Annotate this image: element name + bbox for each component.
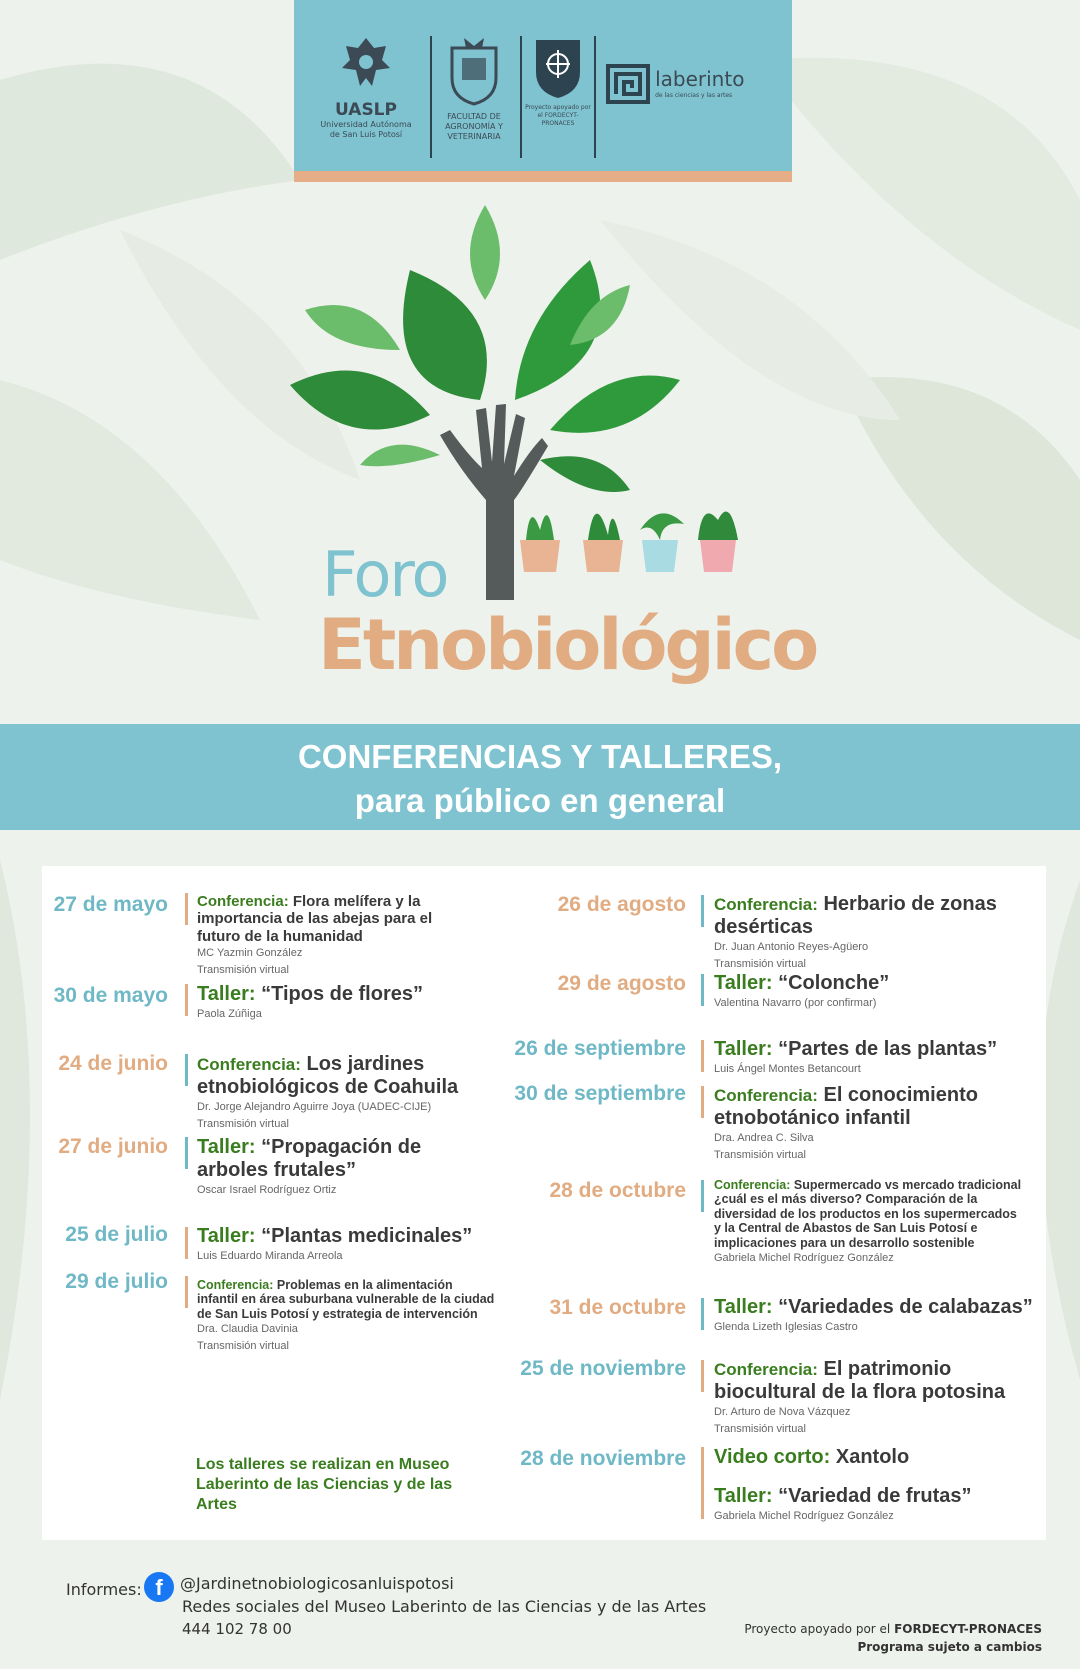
banner-line-1: CONFERENCIAS Y TALLERES,	[297, 738, 783, 775]
event-date: 28 de noviembre	[520, 1447, 686, 1470]
info-label: Informes:	[66, 1580, 142, 1599]
event-item: Taller: “Variedades de calabazas” Glenda Lizeth Iglesias Castro	[714, 1296, 1033, 1333]
event-date: 28 de octubre	[549, 1179, 686, 1202]
event-item: Conferencia: Herbario de zonas desérticas Dr. Juan Antonio Reyes-Agüero Transmisión virtual	[714, 893, 997, 970]
event-item: Conferencia: Problemas en la alimentación infantil en área suburbana vulnerable de la ciudad de San Luis Potosí y estrategia de intervención Dra. Claudia Davinia Transmisión virtual	[197, 1278, 495, 1353]
phone-number: 444 102 78 00	[182, 1620, 292, 1638]
event-date: 25 de julio	[65, 1223, 168, 1246]
event-date: 30 de septiembre	[514, 1082, 686, 1105]
event-date: 27 de junio	[58, 1135, 168, 1158]
event-date: 26 de septiembre	[514, 1037, 686, 1060]
social-networks-text: Redes sociales del Museo Laberinto de las Ciencias y de las Artes	[182, 1597, 707, 1616]
facebook-handle-link[interactable]: @Jardinetnobiologicosanluispotosi	[180, 1574, 454, 1593]
event-item: Conferencia: Los jardines etnobiológicos de Coahuila Dr. Jorge Alejandro Aguirre Joya (UADEC-CIJE) Transmisión virtual	[197, 1053, 459, 1130]
event-item: Taller: “Plantas medicinales” Luis Eduardo Miranda Arreola	[197, 1225, 473, 1262]
event-item: Conferencia: Supermercado vs mercado tradicional ¿cuál es el más diverso? Comparación de la diversidad de los productos en los supermercados y la Central de Abastos de San Luis Potosí e implicaciones para un desarrollo sostenible Gabriela Michel Rodríguez González	[714, 1178, 1022, 1264]
title-etnobiologico: Etnobiológico	[318, 604, 817, 686]
event-item: Conferencia: El patrimonio biocultural de la flora potosina Dr. Arturo de Nova Vázquez Transmisión virtual	[714, 1358, 1006, 1435]
event-date: 31 de octubre	[549, 1296, 686, 1319]
event-item: Conferencia: El conocimiento etnobotánico infantil Dra. Andrea C. Silva Transmisión virtual	[714, 1084, 978, 1161]
leaf-icon	[305, 305, 400, 350]
laberinto-logo: laberinto de las ciencias y las artes	[606, 64, 776, 104]
banner-line-2: para público en general	[354, 782, 726, 819]
event-date: 24 de junio	[58, 1052, 168, 1075]
event-item: Taller: “Tipos de flores” Paola Zúñiga	[197, 983, 423, 1020]
fordecyt-logo: Proyecto apoyado por el FORDECYT-PRONACES	[524, 34, 592, 128]
title-foro: Foro	[322, 538, 448, 611]
crest-shield-icon	[442, 34, 506, 108]
event-date: 29 de agosto	[557, 972, 686, 995]
event-item: Taller: “Colonche” Valentina Navarro (por confirmar)	[714, 972, 890, 1009]
banner	[0, 724, 1080, 830]
potted-plants-icon	[520, 512, 738, 572]
support-note: Proyecto apoyado por el FORDECYT-PRONACES Programa sujeto a cambios	[744, 1622, 1042, 1654]
event-item: Taller: “Variedad de frutas” Gabriela Michel Rodríguez González	[714, 1485, 972, 1522]
event-date: 30 de mayo	[53, 984, 168, 1007]
agronomia-logo: FACULTAD DE AGRONOMÍA Y VETERINARIA	[434, 34, 514, 142]
labyrinth-icon	[606, 64, 650, 104]
leaf-icon	[540, 456, 630, 492]
header-logo-bar	[294, 0, 792, 182]
event-date: 29 de julio	[65, 1270, 168, 1293]
venue-note: Los talleres se realizan en Museo Laberinto de las Ciencias y de las Artes	[196, 1456, 453, 1513]
leaf-icon	[403, 270, 487, 400]
event-item: Video corto: Xantolo	[714, 1446, 910, 1468]
event-item: Taller: “Propagación de arboles frutales” Oscar Israel Rodríguez Ortiz	[197, 1136, 422, 1196]
event-item: Conferencia: Flora melífera y la importancia de las abejas para el futuro de la humanidad MC Yazmin González Transmisión virtual	[197, 893, 433, 976]
leaf-icon	[360, 445, 440, 467]
facebook-icon[interactable]: f	[144, 1572, 174, 1602]
uaslp-logo: UASLP Universidad Autónoma de San Luis Potosí	[316, 34, 416, 140]
footer	[0, 1560, 1080, 1669]
shield-icon	[532, 34, 584, 100]
event-date: 25 de noviembre	[520, 1357, 686, 1380]
event-item: Taller: “Partes de las plantas” Luis Ángel Montes Betancourt	[714, 1038, 998, 1075]
leaf-icon	[290, 370, 430, 429]
event-date: 27 de mayo	[53, 893, 168, 916]
leaf-icon	[550, 376, 680, 433]
leaf-icon	[470, 205, 500, 300]
event-date: 26 de agosto	[557, 893, 686, 916]
eagle-crest-icon	[336, 34, 396, 94]
